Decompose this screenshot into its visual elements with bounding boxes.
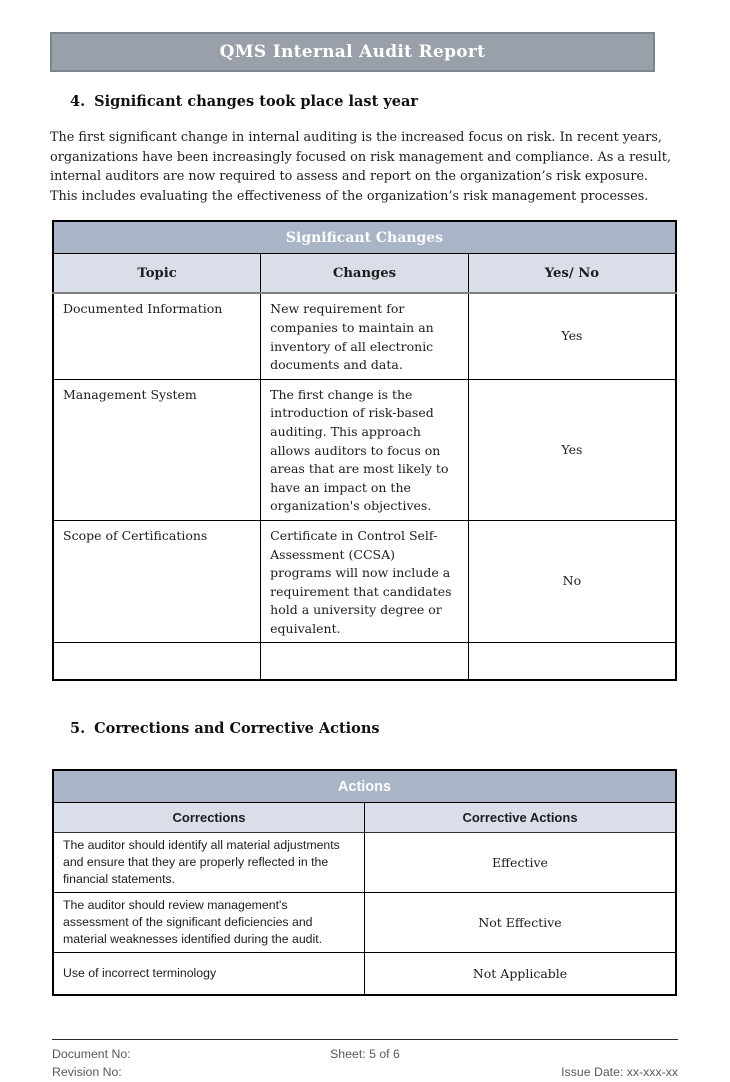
correction-cell: The auditor should review management's assessment of the significant deficiencies and material weaknesses identified during the audit. — [53, 893, 365, 953]
table-row — [53, 379, 676, 520]
table-row — [53, 293, 676, 379]
report-title: QMS Internal Audit Report — [219, 42, 486, 62]
topic-cell: Scope of Certifications — [53, 520, 261, 643]
section-5-heading — [70, 720, 677, 737]
section-4-title: Significant changes took place last year — [94, 93, 419, 110]
corrective-action-cell: Effective — [365, 833, 677, 893]
changes-table-banner-row — [53, 221, 676, 253]
column-header-corrective-actions: Corrective Actions — [365, 803, 677, 833]
changes-table-title: Significant Changes — [53, 221, 676, 253]
topic-cell: Documented Information — [53, 293, 261, 379]
changes-cell-empty — [261, 643, 469, 680]
changes-cell: The first change is the introduction of risk-based auditing. This approach allows auditors to focus on areas that are most likely to have an impact on the organization's objectives. — [261, 379, 469, 520]
actions-table-title: Actions — [53, 770, 676, 803]
section-4-paragraph: The first significant change in internal auditing is the increased focus on risk. In recent years, organizations have been increasingly focused on risk management and compliance. As a result, internal auditors are now required to assess and report on the organization’s risk exposure. This includes evaluating the effectiveness of the organization’s risk management processes. — [50, 130, 671, 204]
column-header-changes: Changes — [261, 253, 469, 293]
revision-no-label: Revision No: — [52, 1065, 122, 1080]
actions-table-header-row — [53, 803, 676, 833]
footer-spacer — [469, 1045, 678, 1064]
changes-cell: New requirement for companies to maintain an inventory of all electronic documents and data. — [261, 293, 469, 379]
actions-table — [52, 769, 677, 996]
section-4-number: 4. — [70, 93, 86, 110]
section-5-number: 5. — [70, 719, 86, 737]
correction-cell: The auditor should identify all material adjustments and ensure that they are properly reflected in the financial statements. — [53, 833, 365, 893]
yes-no-cell: Yes — [468, 293, 676, 379]
corrective-action-cell: Not Applicable — [365, 953, 677, 995]
table-row — [53, 893, 676, 953]
corrective-action-cell: Not Effective — [365, 893, 677, 953]
footer-fields — [52, 1040, 678, 1082]
document-footer — [52, 1039, 678, 1082]
footer-spacer — [261, 1063, 470, 1082]
sheet-label: Sheet: 5 of 6 — [330, 1046, 400, 1061]
column-header-topic: Topic — [53, 253, 261, 293]
issue-date-label: Issue Date: xx-xxx-xx — [561, 1065, 678, 1080]
table-row — [53, 953, 676, 995]
topic-cell: Management System — [53, 379, 261, 520]
topic-cell-empty — [53, 643, 261, 680]
section-5-title: Corrections and Corrective Actions — [94, 719, 380, 737]
significant-changes-table — [52, 220, 677, 681]
report-title-bar — [50, 32, 655, 72]
yes-no-cell: Yes — [468, 379, 676, 520]
table-row — [53, 833, 676, 893]
correction-cell: Use of incorrect terminology — [53, 953, 365, 995]
changes-cell: Certificate in Control Self-Assessment (CCSA) programs will now include a requirement that candidates hold a university degree or equivalent. — [261, 520, 469, 643]
yes-no-cell: No — [468, 520, 676, 643]
table-row — [53, 520, 676, 643]
section-4-heading — [70, 93, 677, 110]
table-row-empty — [53, 643, 676, 680]
actions-table-banner-row — [53, 770, 676, 803]
column-header-corrections: Corrections — [53, 803, 365, 833]
column-header-yes-no: Yes/ No — [468, 253, 676, 293]
changes-table-header-row — [53, 253, 676, 293]
yes-no-cell-empty — [468, 643, 676, 680]
document-no-label: Document No: — [52, 1046, 131, 1061]
